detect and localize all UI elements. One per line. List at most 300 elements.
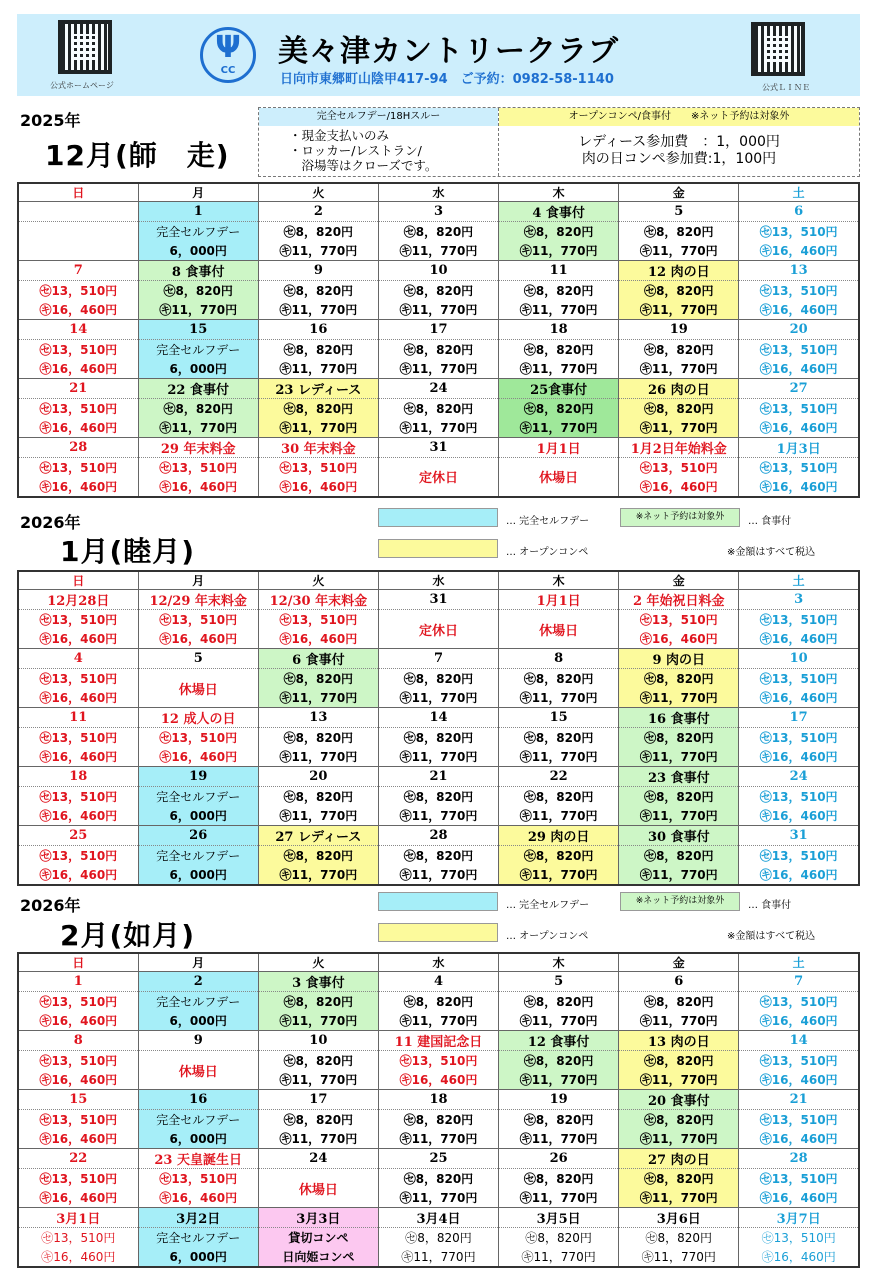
day-cell[interactable]: 27 肉の日 <box>619 1149 739 1169</box>
cart-price: ㋖16，460円 <box>18 1011 138 1031</box>
weekday-header: 金 <box>619 183 739 202</box>
self-day-title: 完全セルフデー/18Hスルー <box>259 108 498 126</box>
self-note: ・現金支払いのみ <box>289 128 390 143</box>
day-cell[interactable]: 14 <box>378 708 498 728</box>
cart-price: ㋖11，770円 <box>619 1070 739 1090</box>
self-day-price: 6，000円 <box>138 806 258 826</box>
closed-label: 定休日 <box>378 610 498 649</box>
year-label: 2026年 <box>20 513 81 532</box>
self-day-label: 完全セルフデー <box>138 340 258 360</box>
day-cell[interactable]: 1月1日 <box>499 590 619 610</box>
closed-label: 休場日 <box>258 1169 378 1208</box>
cart-price: ㋖11，770円 <box>378 1188 498 1208</box>
weekday-price: ㋝8，820円 <box>258 728 378 748</box>
day-cell[interactable]: 31 <box>378 438 498 458</box>
cart-price: ㋖11，770円 <box>258 241 378 261</box>
day-cell[interactable]: 25食事付 <box>499 379 619 399</box>
day-cell[interactable]: 5 <box>499 972 619 992</box>
weekday-price: ㋝13，510円 <box>18 1051 138 1071</box>
weekday-header: 日 <box>18 571 138 590</box>
day-cell[interactable]: 19 <box>499 1090 619 1110</box>
day-cell[interactable]: 8 食事付 <box>138 261 258 281</box>
day-cell[interactable]: 4 食事付 <box>499 202 619 222</box>
day-cell[interactable]: 5 <box>138 649 258 669</box>
event-label: 貸切コンペ <box>258 1228 378 1248</box>
cart-price: ㋖16，460円 <box>739 1070 859 1090</box>
cart-price: ㋖16，460円 <box>739 1129 859 1149</box>
weekday-price: ㋝13，510円 <box>739 669 859 689</box>
weekday-price: ㋝8，820円 <box>499 1169 619 1189</box>
day-cell[interactable]: 3 食事付 <box>258 972 378 992</box>
cart-price: ㋖16，460円 <box>739 1247 859 1267</box>
day-cell[interactable]: 20 食事付 <box>619 1090 739 1110</box>
cart-price: ㋖16，460円 <box>138 1188 258 1208</box>
cart-price: ㋖11，770円 <box>619 688 739 708</box>
day-cell[interactable]: 12月28日 <box>18 590 138 610</box>
day-cell[interactable]: 6 <box>619 972 739 992</box>
empty-cell <box>18 222 138 261</box>
day-cell[interactable]: 14 <box>739 1031 859 1051</box>
cart-price: ㋖11，770円 <box>619 1188 739 1208</box>
day-cell[interactable]: 4 <box>18 649 138 669</box>
day-cell[interactable]: 8 <box>499 649 619 669</box>
cart-price: ㋖16，460円 <box>378 1070 498 1090</box>
weekday-header: 木 <box>499 571 619 590</box>
weekday-price: ㋝8，820円 <box>499 1110 619 1130</box>
day-cell[interactable]: 2 <box>258 202 378 222</box>
homepage-qr-code[interactable] <box>58 20 112 74</box>
weekday-price: ㋝8，820円 <box>378 846 498 866</box>
cart-price: ㋖11，770円 <box>499 359 619 379</box>
cart-price: ㋖11，770円 <box>499 1011 619 1031</box>
cart-price: ㋖11，770円 <box>619 865 739 885</box>
cart-price: ㋖11，770円 <box>499 1188 619 1208</box>
cart-price: ㋖11，770円 <box>619 806 739 826</box>
cart-price: ㋖16，460円 <box>18 418 138 438</box>
cart-price: ㋖16，460円 <box>18 1247 138 1267</box>
cart-price: ㋖11，770円 <box>258 688 378 708</box>
cart-price: ㋖11，770円 <box>378 359 498 379</box>
weekday-price: ㋝8，820円 <box>499 787 619 807</box>
day-cell[interactable]: 17 <box>378 320 498 340</box>
day-cell[interactable]: 9 <box>258 261 378 281</box>
cart-price: ㋖16，460円 <box>18 688 138 708</box>
weekday-price: ㋝8，820円 <box>499 1051 619 1071</box>
day-cell[interactable]: 28 <box>18 438 138 458</box>
day-cell[interactable]: 14 <box>18 320 138 340</box>
weekday-price: ㋝8，820円 <box>619 1051 739 1071</box>
cart-price: ㋖16，460円 <box>18 477 138 497</box>
event-label: 日向姫コンペ <box>258 1247 378 1267</box>
day-cell[interactable]: 3 <box>739 590 859 610</box>
legend-meal-label: … 食事付 <box>748 900 792 911</box>
day-cell[interactable]: 18 <box>378 1090 498 1110</box>
weekday-price: ㋝13，510円 <box>619 458 739 478</box>
cart-price: ㋖11，770円 <box>258 1070 378 1090</box>
weekday-price: ㋝8，820円 <box>499 281 619 301</box>
cart-price: ㋖16，460円 <box>18 300 138 320</box>
cart-price: ㋖11，770円 <box>619 300 739 320</box>
weekday-price: ㋝8，820円 <box>619 1110 739 1130</box>
day-cell[interactable] <box>18 202 138 222</box>
day-cell[interactable]: 3月2日 <box>138 1208 258 1228</box>
cart-price: ㋖16，460円 <box>18 806 138 826</box>
cart-price: ㋖11，770円 <box>378 688 498 708</box>
day-cell[interactable]: 13 肉の日 <box>619 1031 739 1051</box>
day-cell[interactable]: 16 食事付 <box>619 708 739 728</box>
weekday-price: ㋝13，510円 <box>739 458 859 478</box>
cart-price: ㋖16，460円 <box>18 865 138 885</box>
day-cell[interactable]: 24 <box>739 767 859 787</box>
day-cell[interactable]: 7 <box>739 972 859 992</box>
day-cell[interactable]: 17 <box>258 1090 378 1110</box>
weekday-header: 木 <box>499 183 619 202</box>
weekday-price: ㋝8，820円 <box>138 281 258 301</box>
weekday-price: ㋝8，820円 <box>619 669 739 689</box>
weekday-price: ㋝8，820円 <box>378 1110 498 1130</box>
day-cell[interactable]: 23 天皇誕生日 <box>138 1149 258 1169</box>
legend-meal-label: … 食事付 <box>748 516 792 527</box>
day-cell[interactable]: 12 食事付 <box>499 1031 619 1051</box>
weekday-price: ㋝13，510円 <box>18 399 138 419</box>
day-cell[interactable]: 11 <box>499 261 619 281</box>
day-cell[interactable]: 25 <box>378 1149 498 1169</box>
cart-price: ㋖16，460円 <box>18 359 138 379</box>
weekday-price: ㋝13，510円 <box>18 787 138 807</box>
day-cell[interactable]: 26 肉の日 <box>619 379 739 399</box>
weekday-price: ㋝13，510円 <box>138 728 258 748</box>
cart-price: ㋖11，770円 <box>619 418 739 438</box>
legend-self-label: … 完全セルフデー <box>506 516 590 527</box>
month-title: 1月(睦月) <box>60 535 196 568</box>
cart-price: ㋖11，770円 <box>499 300 619 320</box>
day-cell[interactable]: 7 <box>378 649 498 669</box>
weekday-price: ㋝13，510円 <box>739 846 859 866</box>
day-cell[interactable]: 13 <box>739 261 859 281</box>
cart-price: ㋖11，770円 <box>378 241 498 261</box>
cart-price: ㋖11，770円 <box>378 865 498 885</box>
self-day-label: 完全セルフデー <box>138 992 258 1012</box>
day-cell[interactable]: 29 年末料金 <box>138 438 258 458</box>
day-cell[interactable]: 1月2日年始料金 <box>619 438 739 458</box>
cart-price: ㋖11，770円 <box>258 1011 378 1031</box>
day-cell[interactable]: 12 成人の日 <box>138 708 258 728</box>
weekday-header: 月 <box>138 183 258 202</box>
cart-price: ㋖11，770円 <box>258 359 378 379</box>
day-cell[interactable]: 19 <box>619 320 739 340</box>
weekday-price: ㋝8，820円 <box>258 846 378 866</box>
weekday-price: ㋝8，820円 <box>619 846 739 866</box>
closed-label: 休場日 <box>499 458 619 497</box>
day-cell[interactable]: 24 <box>378 379 498 399</box>
weekday-price: ㋝13，510円 <box>739 340 859 360</box>
cart-price: ㋖11，770円 <box>258 1129 378 1149</box>
info-box <box>258 107 860 177</box>
day-cell[interactable]: 15 <box>138 320 258 340</box>
day-cell[interactable]: 10 <box>258 1031 378 1051</box>
cart-price: ㋖16，460円 <box>739 477 859 497</box>
weekday-price: ㋝8，820円 <box>258 1051 378 1071</box>
day-cell[interactable]: 26 <box>499 1149 619 1169</box>
day-cell[interactable]: 19 <box>138 767 258 787</box>
day-cell[interactable]: 18 <box>499 320 619 340</box>
day-cell[interactable]: 22 <box>499 767 619 787</box>
weekday-price: ㋝13，510円 <box>18 281 138 301</box>
weekday-price: ㋝8，820円 <box>378 728 498 748</box>
legend-meal-swatch: ※ネット予約は対象外 <box>620 508 740 527</box>
weekday-price: ㋝13，510円 <box>258 610 378 630</box>
weekday-price: ㋝8，820円 <box>378 222 498 242</box>
day-cell[interactable]: 16 <box>258 320 378 340</box>
weekday-price: ㋝8，820円 <box>499 669 619 689</box>
weekday-price: ㋝13，510円 <box>18 610 138 630</box>
day-cell[interactable]: 6 食事付 <box>258 649 378 669</box>
cart-price: ㋖16，460円 <box>258 477 378 497</box>
day-cell[interactable]: 13 <box>258 708 378 728</box>
day-cell[interactable]: 6 <box>739 202 859 222</box>
self-day-price: 6，000円 <box>138 1247 258 1267</box>
weekday-price: ㋝8，820円 <box>619 281 739 301</box>
weekday-price: ㋝8，820円 <box>258 222 378 242</box>
day-cell[interactable]: 10 <box>378 261 498 281</box>
day-cell[interactable]: 9 <box>138 1031 258 1051</box>
day-cell[interactable]: 7 <box>18 261 138 281</box>
cart-price: ㋖11，770円 <box>619 1129 739 1149</box>
line-qr-code[interactable] <box>751 22 805 76</box>
legend-self-swatch <box>378 508 498 527</box>
day-cell[interactable]: 25 <box>18 826 138 846</box>
self-note: 浴場等はクローズです。 <box>289 158 438 173</box>
weekday-price: ㋝8，820円 <box>499 340 619 360</box>
cart-price: ㋖16，460円 <box>739 241 859 261</box>
weekday-header: 土 <box>739 953 859 972</box>
cart-price: ㋖16，460円 <box>739 418 859 438</box>
weekday-price: ㋝8，820円 <box>499 846 619 866</box>
day-cell[interactable]: 15 <box>499 708 619 728</box>
weekday-price: ㋝8，820円 <box>619 728 739 748</box>
calendar-1 <box>17 570 860 886</box>
day-cell[interactable]: 20 <box>258 767 378 787</box>
day-cell[interactable]: 3月7日 <box>739 1208 859 1228</box>
address-phone: 日向市東郷町山陰甲417-94 ご予約：0982-58-1140 <box>280 72 614 87</box>
weekday-price: ㋝8，820円 <box>499 992 619 1012</box>
day-cell[interactable]: 21 <box>378 767 498 787</box>
weekday-header: 木 <box>499 953 619 972</box>
cart-price: ㋖16，460円 <box>619 629 739 649</box>
cart-price: ㋖11，770円 <box>378 747 498 767</box>
day-cell[interactable]: 1月3日 <box>739 438 859 458</box>
weekday-header: 土 <box>739 183 859 202</box>
day-cell[interactable]: 31 <box>378 590 498 610</box>
day-cell[interactable]: 17 <box>739 708 859 728</box>
cart-price: ㋖11，770円 <box>258 747 378 767</box>
day-cell[interactable]: 8 <box>18 1031 138 1051</box>
calendar-2 <box>17 952 860 1268</box>
cart-price: ㋖16，460円 <box>739 1011 859 1031</box>
legend-self-swatch <box>378 892 498 911</box>
day-cell[interactable]: 21 <box>18 379 138 399</box>
ladies-fee: レディース参加費 ：1，000円 <box>578 134 780 150</box>
cart-price: ㋖11，770円 <box>499 747 619 767</box>
tax-note: ※金額はすべて税込 <box>727 931 816 942</box>
weekday-price: ㋝13，510円 <box>739 222 859 242</box>
cart-price: ㋖16，460円 <box>18 1070 138 1090</box>
cart-price: ㋖11，770円 <box>138 418 258 438</box>
cart-price: ㋖11，770円 <box>619 1247 739 1267</box>
cart-price: ㋖16，460円 <box>739 806 859 826</box>
weekday-price: ㋝13，510円 <box>619 610 739 630</box>
day-cell[interactable]: 3月3日 <box>258 1208 378 1228</box>
day-cell[interactable]: 16 <box>138 1090 258 1110</box>
weekday-price: ㋝13，510円 <box>739 281 859 301</box>
cart-price: ㋖11，770円 <box>499 865 619 885</box>
weekday-price: ㋝13，510円 <box>739 399 859 419</box>
weekday-header: 金 <box>619 571 739 590</box>
weekday-price: ㋝13，510円 <box>18 1169 138 1189</box>
day-cell[interactable]: 3 <box>378 202 498 222</box>
day-cell[interactable]: 23 レディース <box>258 379 378 399</box>
day-cell[interactable]: 1 <box>18 972 138 992</box>
cart-price: ㋖11，770円 <box>258 300 378 320</box>
weekday-header: 火 <box>258 953 378 972</box>
weekday-price: ㋝13，510円 <box>739 610 859 630</box>
weekday-header: 水 <box>378 953 498 972</box>
cart-price: ㋖11，770円 <box>499 1247 619 1267</box>
day-cell[interactable]: 23 食事付 <box>619 767 739 787</box>
day-cell[interactable]: 12/30 年末料金 <box>258 590 378 610</box>
weekday-price: ㋝13，510円 <box>18 728 138 748</box>
day-cell[interactable]: 27 <box>739 379 859 399</box>
day-cell[interactable]: 28 <box>739 1149 859 1169</box>
weekday-price: ㋝13，510円 <box>378 1051 498 1071</box>
day-cell[interactable]: 1月1日 <box>499 438 619 458</box>
weekday-price: ㋝13，510円 <box>18 340 138 360</box>
self-day-label: 完全セルフデー <box>138 846 258 866</box>
day-cell[interactable]: 4 <box>378 972 498 992</box>
cart-price: ㋖11，770円 <box>619 241 739 261</box>
day-cell[interactable]: 15 <box>18 1090 138 1110</box>
day-cell[interactable]: 24 <box>258 1149 378 1169</box>
cart-price: ㋖16，460円 <box>138 477 258 497</box>
cart-price: ㋖16，460円 <box>619 477 739 497</box>
day-cell[interactable]: 12/29 年末料金 <box>138 590 258 610</box>
cart-price: ㋖11，770円 <box>378 1129 498 1149</box>
weekday-price: ㋝13，510円 <box>739 992 859 1012</box>
weekday-price: ㋝8，820円 <box>499 728 619 748</box>
weekday-price: ㋝13，510円 <box>18 458 138 478</box>
day-cell[interactable]: 29 肉の日 <box>499 826 619 846</box>
cart-price: ㋖16，460円 <box>18 1188 138 1208</box>
weekday-price: ㋝8，820円 <box>499 1228 619 1248</box>
cart-price: ㋖16，460円 <box>739 300 859 320</box>
tax-note: ※金額はすべて税込 <box>727 547 816 558</box>
cart-price: ㋖16，460円 <box>138 747 258 767</box>
legend-self-label: … 完全セルフデー <box>506 900 590 911</box>
cart-price: ㋖16，460円 <box>739 629 859 649</box>
day-cell[interactable]: 3月4日 <box>378 1208 498 1228</box>
cart-price: ㋖11，770円 <box>378 806 498 826</box>
weekday-price: ㋝8，820円 <box>619 399 739 419</box>
cart-price: ㋖11，770円 <box>378 1247 498 1267</box>
self-day-price: 6，000円 <box>138 241 258 261</box>
weekday-header: 月 <box>138 571 258 590</box>
legend-open-swatch <box>378 923 498 942</box>
day-cell[interactable]: 5 <box>619 202 739 222</box>
legend-open-swatch <box>378 539 498 558</box>
closed-label: 定休日 <box>378 458 498 497</box>
day-cell[interactable]: 27 レディース <box>258 826 378 846</box>
weekday-price: ㋝8，820円 <box>499 222 619 242</box>
day-cell[interactable]: 3月5日 <box>499 1208 619 1228</box>
day-cell[interactable]: 21 <box>739 1090 859 1110</box>
day-cell[interactable]: 20 <box>739 320 859 340</box>
homepage-qr-caption: 公式ホームページ <box>50 81 114 90</box>
day-cell[interactable]: 10 <box>739 649 859 669</box>
day-cell[interactable]: 30 年末料金 <box>258 438 378 458</box>
month-title: 12月(師 走) <box>45 139 230 172</box>
legend-open-label: … オープンコンペ <box>506 931 589 942</box>
closed-label: 休場日 <box>138 669 258 708</box>
weekday-price: ㋝13，510円 <box>18 992 138 1012</box>
day-cell[interactable]: 22 <box>18 1149 138 1169</box>
weekday-price: ㋝8，820円 <box>619 1228 739 1248</box>
weekday-price: ㋝13，510円 <box>739 728 859 748</box>
weekday-header: 日 <box>18 953 138 972</box>
day-cell[interactable]: 31 <box>739 826 859 846</box>
closed-label: 休場日 <box>138 1051 258 1090</box>
year-label: 2026年 <box>20 896 81 915</box>
day-cell[interactable]: 26 <box>138 826 258 846</box>
weekday-price: ㋝8，820円 <box>619 1169 739 1189</box>
day-cell[interactable]: 18 <box>18 767 138 787</box>
weekday-price: ㋝8，820円 <box>619 222 739 242</box>
weekday-price: ㋝13，510円 <box>739 1169 859 1189</box>
day-cell[interactable]: 11 建国記念日 <box>378 1031 498 1051</box>
cart-price: ㋖16，460円 <box>739 747 859 767</box>
day-cell[interactable]: 9 肉の日 <box>619 649 739 669</box>
cart-price: ㋖11，770円 <box>378 300 498 320</box>
cart-price: ㋖16，460円 <box>18 747 138 767</box>
day-cell[interactable]: 22 食事付 <box>138 379 258 399</box>
day-cell[interactable]: 2 <box>138 972 258 992</box>
weekday-price: ㋝8，820円 <box>378 787 498 807</box>
cart-price: ㋖16，460円 <box>258 629 378 649</box>
weekday-price: ㋝13，510円 <box>138 1169 258 1189</box>
cart-price: ㋖11，770円 <box>619 747 739 767</box>
day-cell[interactable]: 12 肉の日 <box>619 261 739 281</box>
cart-price: ㋖16，460円 <box>739 1188 859 1208</box>
day-cell[interactable]: 28 <box>378 826 498 846</box>
weekday-header: 火 <box>258 571 378 590</box>
cart-price: ㋖11，770円 <box>499 806 619 826</box>
day-cell[interactable]: 30 食事付 <box>619 826 739 846</box>
day-cell[interactable]: 2 年始祝日料金 <box>619 590 739 610</box>
self-day-label: 完全セルフデー <box>138 222 258 242</box>
cart-price: ㋖11，770円 <box>499 418 619 438</box>
open-compe-title: オープンコンペ/食事付 ※ネット予約は対象外 <box>499 108 859 126</box>
day-cell[interactable]: 1 <box>138 202 258 222</box>
day-cell[interactable]: 3月1日 <box>18 1208 138 1228</box>
weekday-price: ㋝8，820円 <box>258 281 378 301</box>
day-cell[interactable]: 3月6日 <box>619 1208 739 1228</box>
cart-price: ㋖16，460円 <box>739 688 859 708</box>
day-cell[interactable]: 11 <box>18 708 138 728</box>
cart-price: ㋖16，460円 <box>739 359 859 379</box>
weekday-header: 金 <box>619 953 739 972</box>
cart-price: ㋖11，770円 <box>258 418 378 438</box>
weekday-header: 土 <box>739 571 859 590</box>
club-name: 美々津カントリークラブ <box>278 34 619 69</box>
